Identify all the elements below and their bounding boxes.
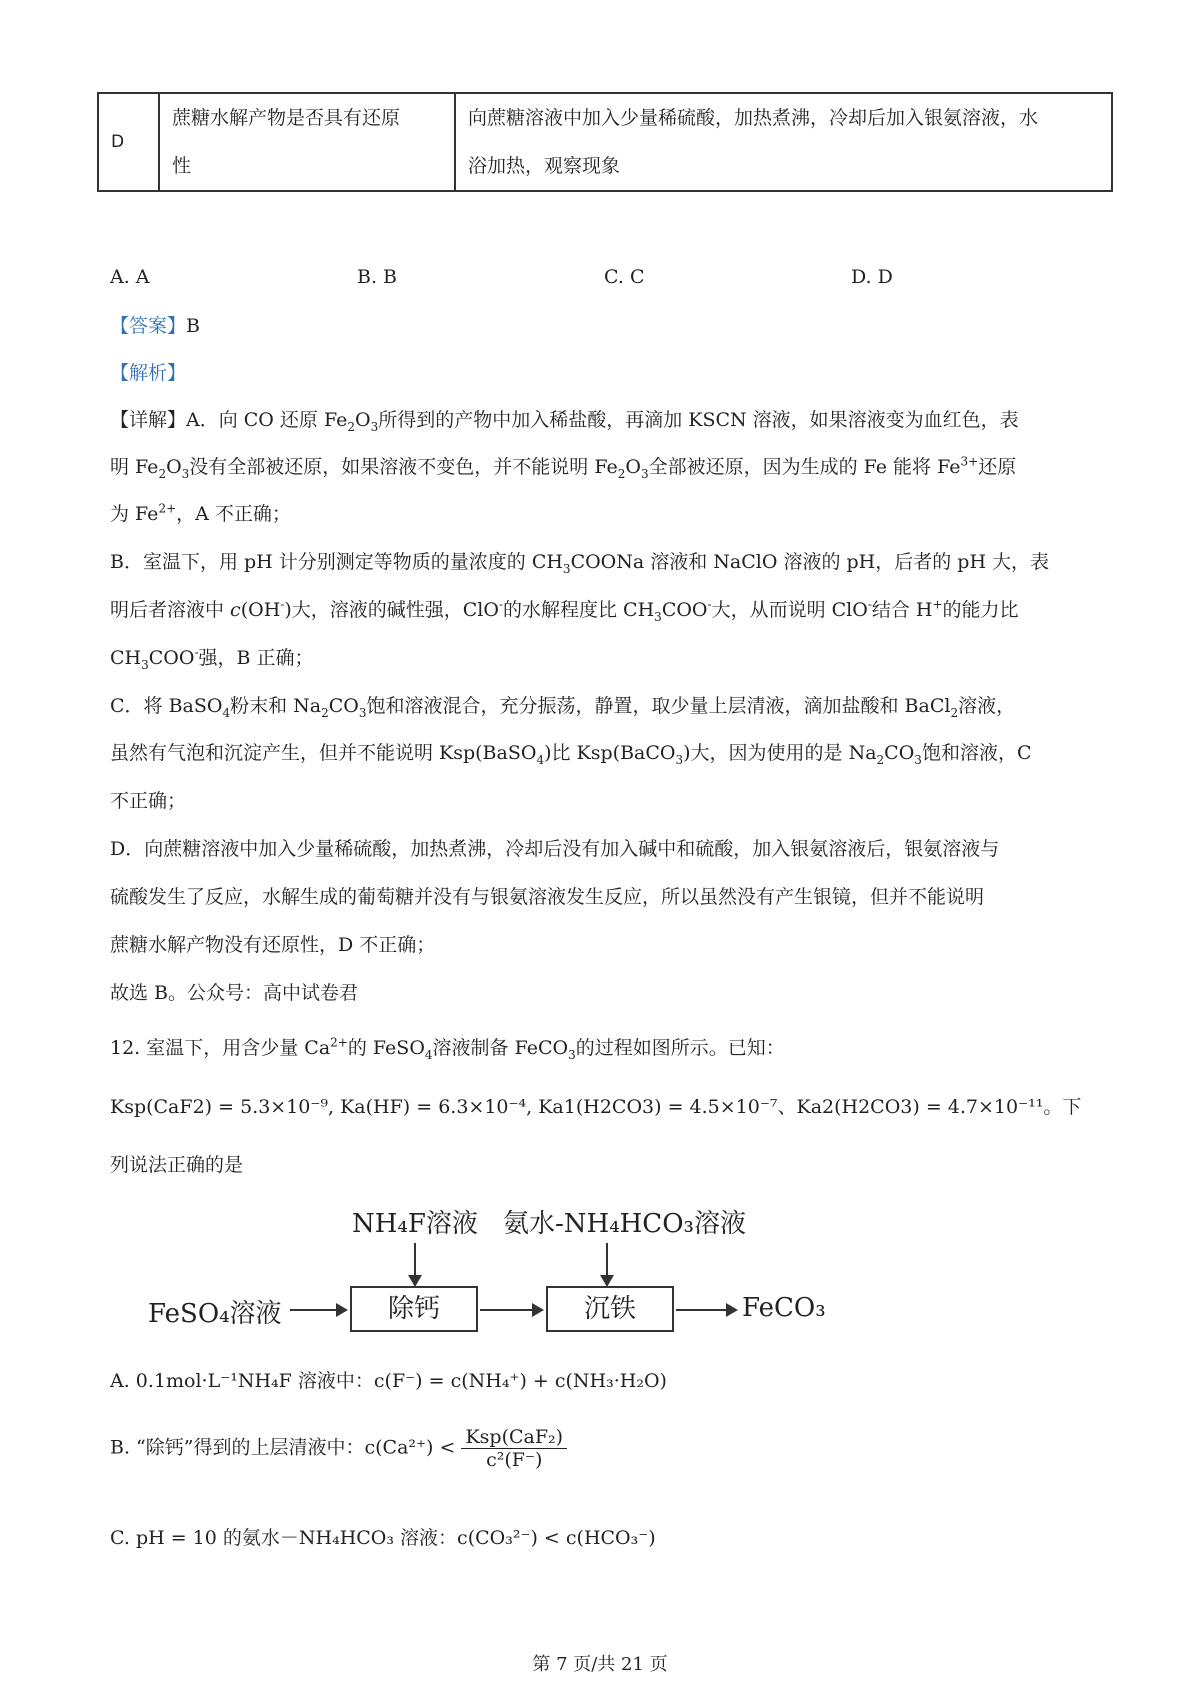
choice-b: B. B [357, 266, 398, 288]
q12-constants: Ksp(CaF2) = 5.3×10⁻⁹, Ka(HF) = 6.3×10⁻⁴, Ka1(H2CO3) = 4.5×10⁻⁷、Ka2(H2CO3) = 4.7×10⁻¹¹。下 [110, 1096, 1082, 1118]
flow-start: FeSO₄溶液 [148, 1299, 282, 1329]
option-c: C. pH = 10 的氨水－NH₄HCO₃ 溶液：c(CO₃²⁻) < c(HCO₃⁻) [110, 1527, 656, 1549]
conclusion-line: 故选 B。公众号：高中试卷君 [110, 982, 359, 1004]
row-letter: D [98, 93, 159, 191]
analysis-label: 【解析】 [110, 362, 187, 384]
page-footer: 第 7 页/共 21 页 [532, 1654, 668, 1675]
detail-b-line2: 明后者溶液中 c(OH-)大，溶液的碱性强，ClO-的水解程度比 $CH_3COO^-$大，从而说明 ClO-结合 H+的能力比 [110, 597, 1019, 624]
q12-line1: 12. 室温下，用含少量 $Ca^{2+}$的 FeSO$_4$溶液制备 FeCO$_3$的过程如图所示。已知： [110, 1035, 785, 1062]
options-table [97, 92, 1113, 192]
detail-a-line1: 【详解】A．向 CO 还原 $Fe_2O_3$所得到的产物中加入稀盐酸，再滴加 KSCN 溶液，如果溶液变为血红色，表 [110, 409, 1019, 434]
detail-d-line2: 硫酸发生了反应，水解生成的葡萄糖并没有与银氨溶液发生反应，所以虽然没有产生银镜，但并不能说明 [110, 886, 985, 908]
flow-product: FeCO₃ [742, 1293, 826, 1323]
answer-label: 【答案】 [110, 315, 187, 337]
purpose-line1: 蔗糖水解产物是否具有还原 [172, 107, 401, 129]
option-b-fraction: $\frac{\text{Ksp(CaF₂)}}{\text{c²(F⁻)}}$ [461, 1426, 567, 1471]
answer-line [110, 311, 200, 338]
detail-c-line3: 不正确； [110, 790, 187, 812]
detail-a-line3: 为 $Fe^{2+}$，A 不正确； [110, 501, 291, 525]
arrow-right-1 [290, 1309, 346, 1311]
arrow-right-2 [480, 1309, 542, 1311]
purpose-line2: 性 [172, 155, 192, 177]
choice-d: D. D [851, 266, 893, 288]
detail-c-line2: 虽然有气泡和沉淀产生，但并不能说明 Ksp(BaSO$_4$)比 Ksp(BaCO$_3$)大，因为使用的是 $Na_2CO_3$饱和溶液，C [110, 742, 1032, 767]
detail-b-line3: $CH_3COO^-$强，B 正确； [110, 645, 314, 672]
operation-line2: 浴加热，观察现象 [468, 155, 621, 177]
operation-line1: 向蔗糖溶液中加入少量稀硫酸，加热煮沸，冷却后加入银氨溶液，水 [468, 107, 1039, 129]
detail-a-line2: 明 $Fe_2O_3$没有全部被还原，如果溶液不变色，并不能说明 $Fe_2O_3$全部被还原，因为生成的 Fe 能将 $Fe^{3+}$还原 [110, 454, 1017, 481]
answer-value: B [186, 315, 200, 337]
detail-d-line3: 蔗糖水解产物没有还原性，D 不正确； [110, 934, 436, 956]
arrow-down-2 [606, 1243, 608, 1285]
experiment-purpose [159, 93, 455, 191]
answer-choices [110, 266, 1110, 296]
step-remove-calcium: 除钙 [350, 1286, 478, 1332]
choice-a: A. A [110, 266, 150, 288]
detail-c-line1: C．将 BaSO$_4$粉末和 $Na_2CO_3$饱和溶液混合，充分振荡，静置，取少量上层清液，滴加盐酸和 BaCl$_2$溶液， [110, 695, 1016, 720]
detail-b-line1: B．室温下，用 pH 计分别测定等物质的量浓度的 $CH_3COONa$ 溶液和 NaClO 溶液的 pH，后者的 pH 大，表 [110, 551, 1050, 576]
detail-d-line1: D．向蔗糖溶液中加入少量稀硫酸，加热煮沸，冷却后没有加入碱中和硫酸，加入银氨溶液后，银氨溶液与 [110, 838, 1000, 860]
choice-c: C. C [604, 266, 645, 288]
q12-line3: 列说法正确的是 [110, 1154, 244, 1176]
arrow-right-3 [676, 1309, 736, 1311]
table-row [98, 93, 1112, 191]
arrow-down-1 [414, 1243, 416, 1285]
experiment-operation [455, 93, 1112, 191]
flow-reagent2: 氨水-NH₄HCO₃溶液 [503, 1209, 746, 1239]
step-precipitate-iron: 沉铁 [546, 1286, 674, 1332]
flow-reagent1: NH₄F溶液 [352, 1209, 478, 1239]
option-a: A. 0.1mol·L⁻¹NH₄F 溶液中：c(F⁻) = c(NH₄⁺) + c(NH₃·H₂O) [110, 1370, 667, 1392]
option-b: B. “除钙”得到的上层清液中：c(Ca²⁺) < $\frac{\text{Ksp(CaF₂)}}{\text{c²(F⁻)}}$ [110, 1426, 567, 1471]
